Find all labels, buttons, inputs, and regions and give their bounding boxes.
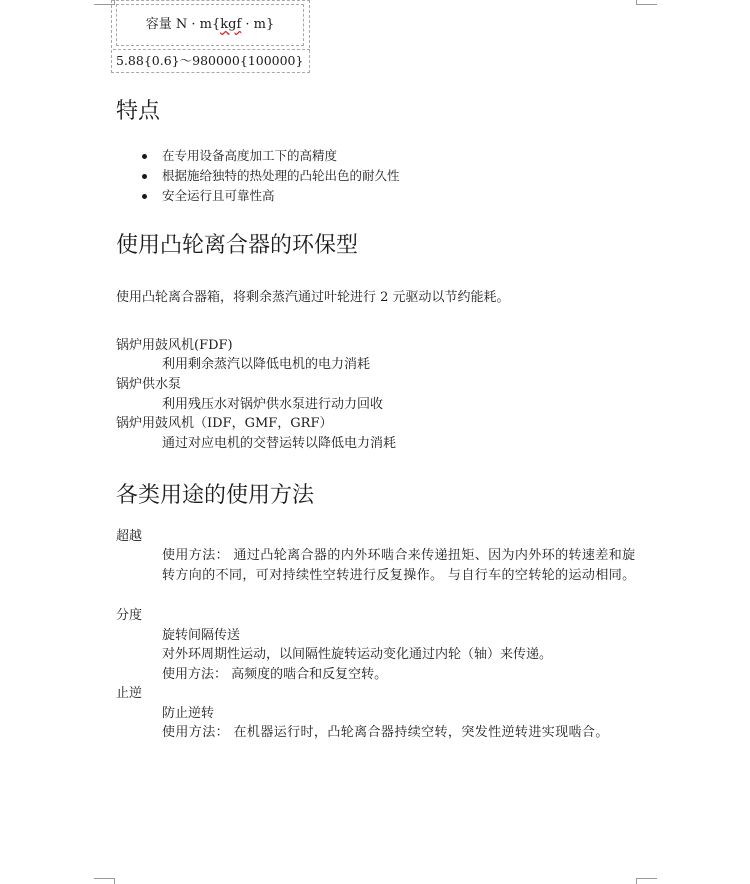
capacity-table <box>111 0 310 73</box>
capacity-header-cell: 容量 N · m{kgf · m} <box>116 4 304 46</box>
usage-heading: 各类用途的使用方法 <box>116 483 315 508</box>
crop-mark-bottom-left-v <box>114 878 115 884</box>
eco-intro: 使用凸轮离合器箱，将剩余蒸汽通过叶轮进行 2 元驱动以节约能耗。 <box>116 290 510 305</box>
list-item: 根据施给独特的热处理的凸轮出色的耐久性 <box>140 166 400 186</box>
overrun-method: 使用方法： 通过凸轮离合器的内外环啮合来传递扭矩、因为内外环的转速差和旋转方向的不同，可对持续性空转进行反复操作。 与自行车的空转轮的运动相同。 <box>162 548 636 583</box>
eco-entry-name: 锅炉用鼓风机(FDF) <box>116 338 233 353</box>
crop-mark-bottom-left-h <box>94 878 114 879</box>
list-item: 安全运行且可靠性高 <box>140 186 400 206</box>
capacity-value-cell: 5.88{0.6}～980000{100000} <box>113 49 310 72</box>
features-heading: 特点 <box>116 99 161 124</box>
features-list <box>140 146 400 206</box>
crop-mark-bottom-right-h <box>637 878 657 879</box>
backstop-line-1: 防止逆转 <box>162 706 215 721</box>
eco-entry-desc: 通过对应电机的交替运转以降低电力消耗 <box>162 436 397 451</box>
list-item: 在专用设备高度加工下的高精度 <box>140 146 400 166</box>
overrun-label: 超越 <box>116 529 143 544</box>
crop-mark-top-right-h <box>637 4 657 5</box>
eco-heading: 使用凸轮离合器的环保型 <box>116 233 359 258</box>
eco-entry-desc: 利用剩余蒸汽以降低电机的电力消耗 <box>162 357 371 372</box>
backstop-label: 止逆 <box>116 686 143 701</box>
indexing-label: 分度 <box>116 608 143 623</box>
indexing-line-2: 对外环周期性运动，以间隔性旋转运动变化通过内轮（轴）来传递。 <box>162 647 553 662</box>
eco-entry-name: 锅炉用鼓风机（IDF，GMF，GRF） <box>116 416 333 431</box>
spellcheck-underline: kgf <box>220 17 242 32</box>
indexing-method: 使用方法： 高频度的啮合和反复空转。 <box>162 667 388 682</box>
indexing-line-1: 旋转间隔传送 <box>162 628 241 643</box>
eco-entry-name: 锅炉供水泵 <box>116 377 182 392</box>
eco-entry-desc: 利用残压水对锅炉供水泵进行动力回收 <box>162 397 384 412</box>
backstop-method: 使用方法： 在机器运行时，凸轮离合器持续空转，突发性逆转进实现啮合。 <box>162 725 609 740</box>
